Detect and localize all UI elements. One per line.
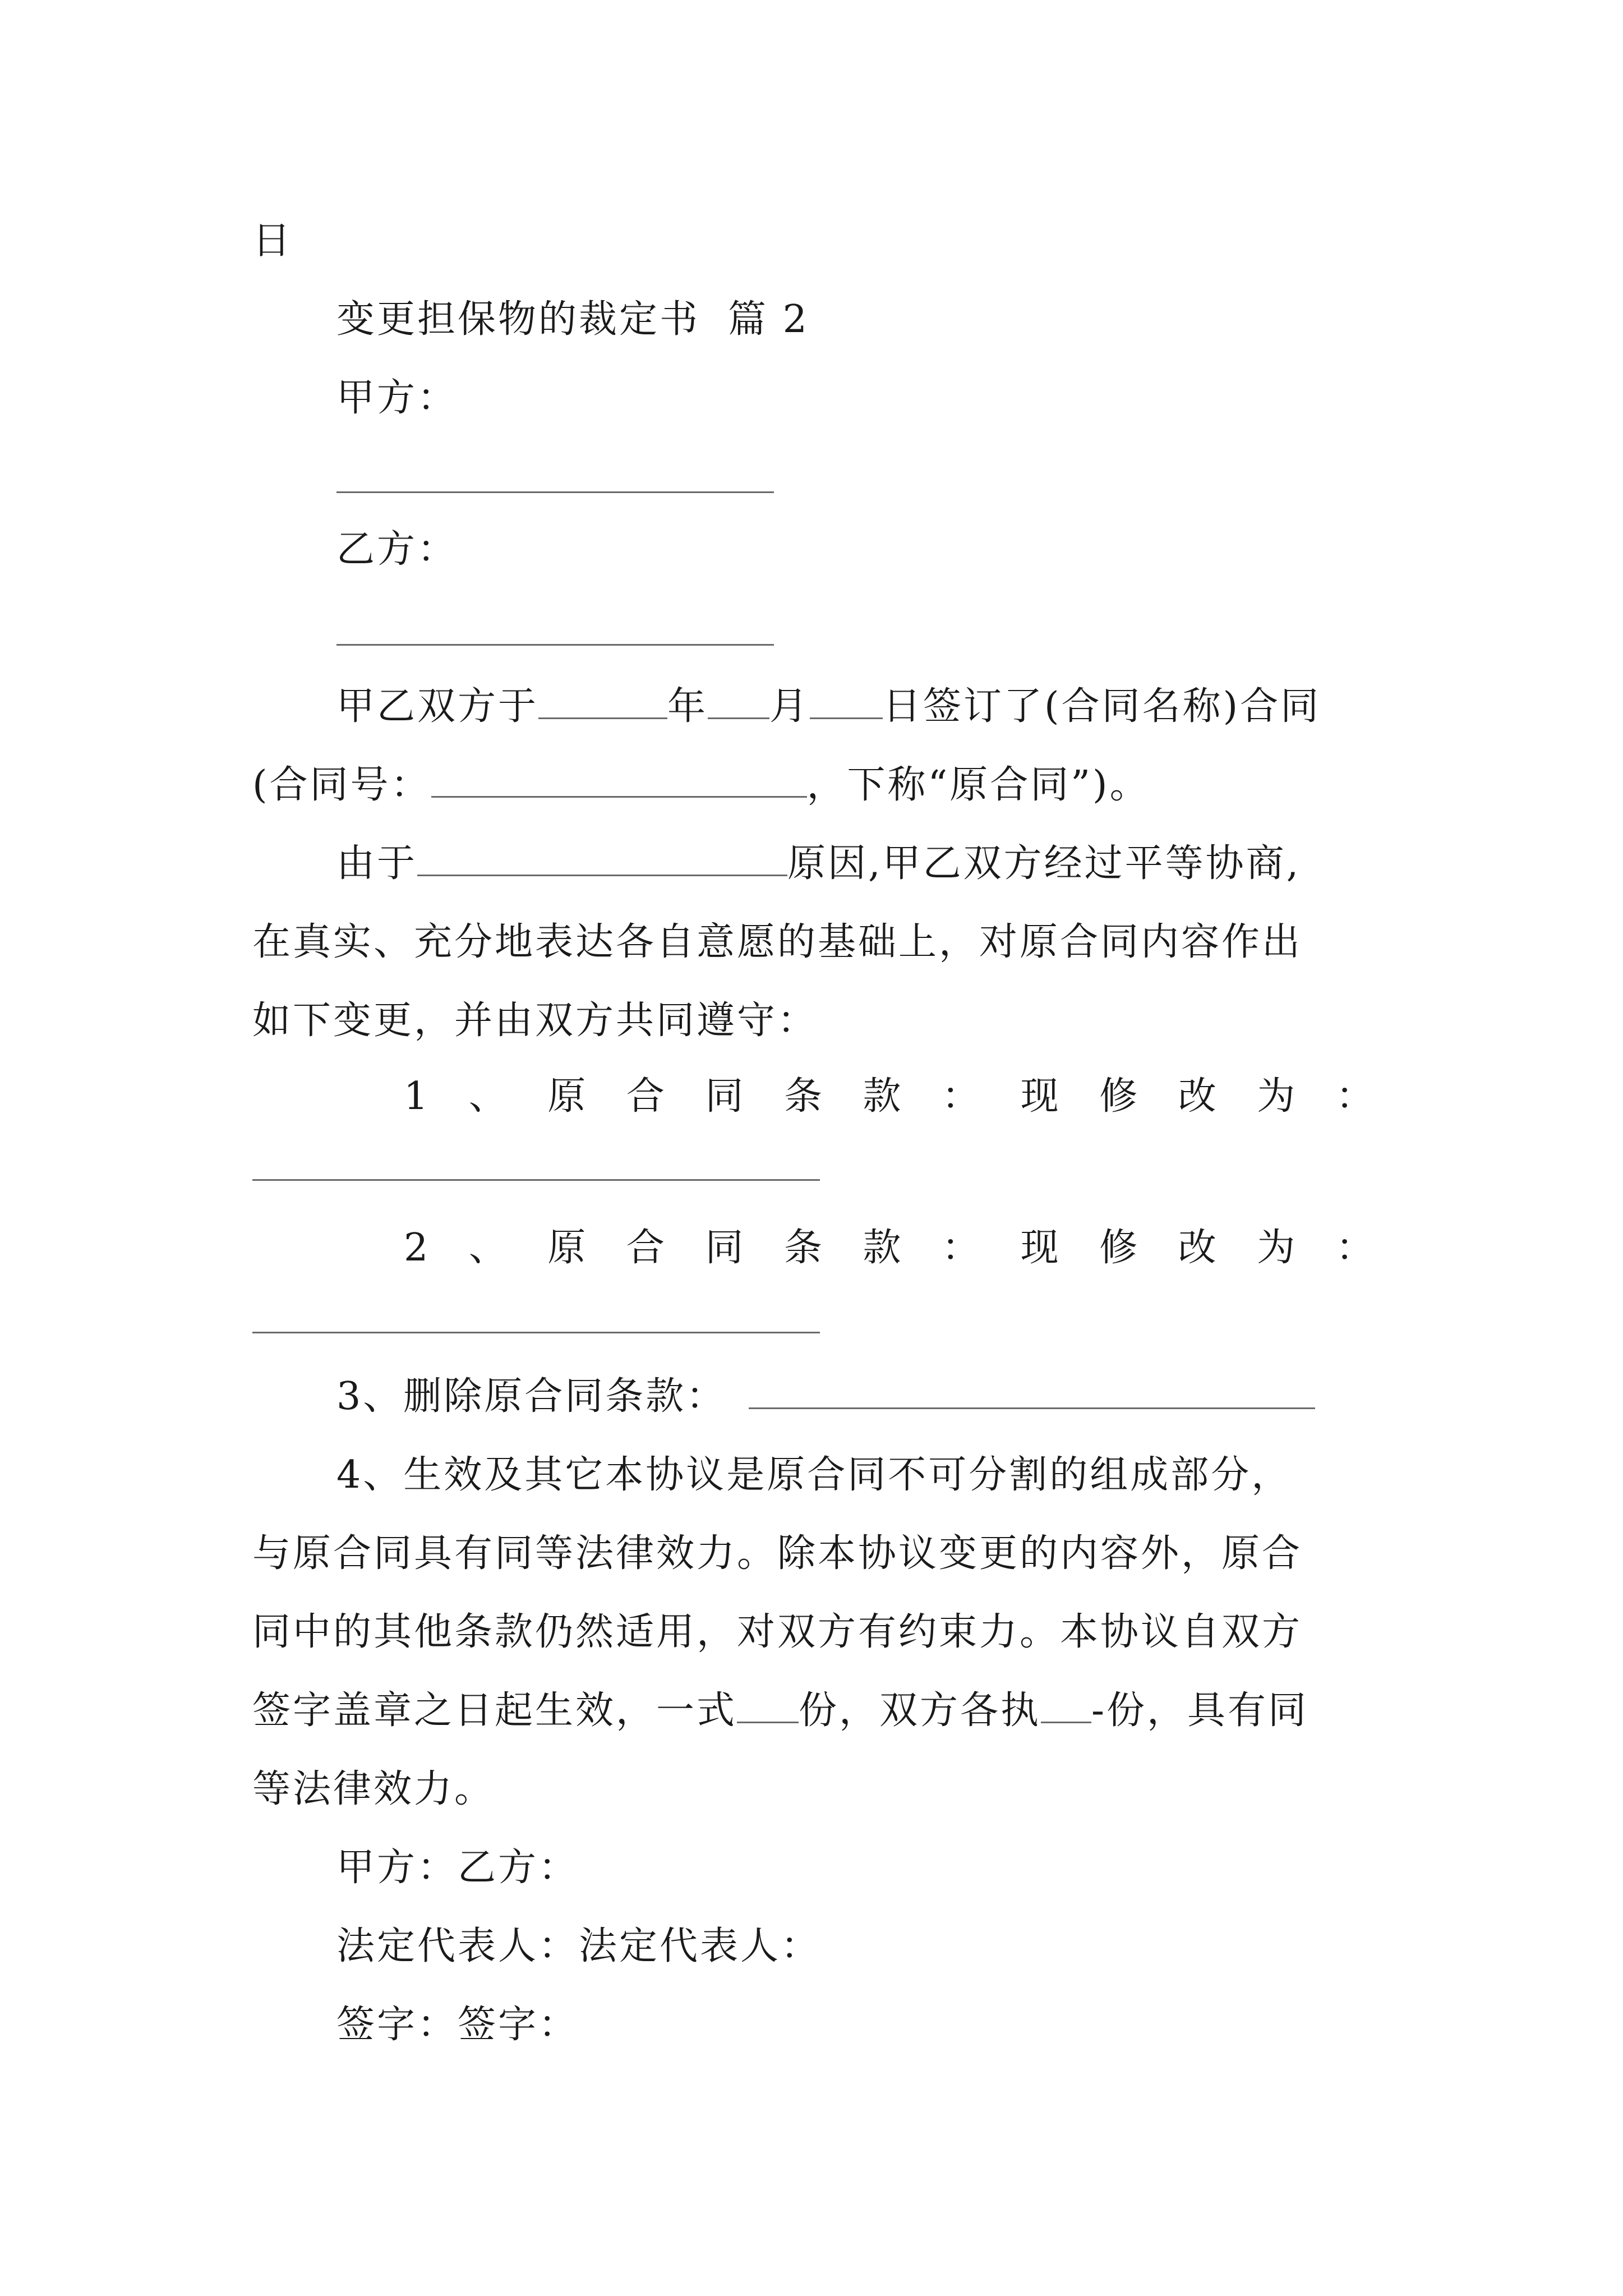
clause-3-line	[336, 1369, 1315, 1425]
party-a-blank	[336, 491, 774, 493]
clause-4-line-1: 4、生效及其它本协议是原合同不可分割的组成部分，	[336, 1453, 1292, 1497]
document-title	[336, 292, 809, 348]
clause-1-char: 同	[705, 1074, 744, 1119]
clause-1-char: 为	[1257, 1074, 1295, 1119]
clause-1-char: ：	[1335, 1074, 1374, 1119]
copies-each-blank	[1041, 1688, 1091, 1723]
contract-no-blank	[431, 762, 807, 798]
signing-day-text: 日签订了(合同名称)合同	[883, 684, 1321, 729]
clause-2-blank	[252, 1332, 820, 1333]
reason-line-3: 如下变更，并由双方共同遵守：	[252, 999, 818, 1043]
date-fragment: 日	[252, 219, 293, 263]
clause-1-char: 款	[863, 1074, 901, 1119]
clause-2-char: 同	[705, 1226, 744, 1270]
day-blank	[810, 684, 883, 719]
clause-2-line	[404, 1220, 1374, 1276]
clause-2-char: ：	[1335, 1226, 1374, 1270]
contract-no-suffix: ，下称“原合同”)。	[806, 763, 1150, 807]
clause-1-char: 、	[468, 1074, 507, 1119]
clause-1-blank	[252, 1179, 820, 1181]
clause-1-char: 原	[547, 1074, 586, 1119]
reason-line	[336, 836, 1301, 892]
clause-2-char: 条	[783, 1226, 822, 1270]
year-blank	[538, 684, 667, 719]
signing-year: 年	[667, 684, 708, 729]
copies-prefix: 签字盖章之日起生效，一式	[252, 1688, 737, 1733]
party-b-blank	[336, 644, 774, 646]
party-a-label: 甲方：	[336, 376, 458, 420]
signing-date-line	[336, 679, 1321, 735]
clause-4-line-3: 同中的其他条款仍然适用，对双方有约束力。本协议自双方	[252, 1610, 1303, 1654]
clause-2-char: 原	[547, 1226, 586, 1270]
clause-1-char: ：	[942, 1074, 980, 1119]
clause-2-char: 修	[1099, 1226, 1138, 1270]
clause-2-char: 2	[404, 1226, 428, 1270]
reason-blank	[417, 841, 787, 876]
reason-suffix: 原因,甲乙双方经过平等协商,	[787, 841, 1301, 886]
signing-prefix: 甲乙双方于	[336, 684, 539, 729]
clause-3-blank	[749, 1374, 1315, 1409]
clause-1-char: 合	[626, 1074, 665, 1119]
clause-1-char: 1	[404, 1074, 428, 1119]
title-text: 变更担保物的裁定书	[336, 297, 700, 342]
clause-2-char: 款	[863, 1226, 901, 1270]
clause-2-char: 改	[1178, 1226, 1216, 1270]
contract-no-prefix: (合同号：	[252, 763, 431, 807]
clause-4-line-5: 等法律效力。	[252, 1767, 495, 1811]
clause-4-line-2: 与原合同具有同等法律效力。除本协议变更的内容外，原合	[252, 1531, 1303, 1576]
clause-2-char: 现	[1020, 1226, 1059, 1270]
title-suffix: 篇 2	[728, 297, 809, 342]
clause-3-label: 3、删除原合同条款：	[336, 1374, 727, 1419]
copies-mid: 份，双方各执	[799, 1688, 1041, 1733]
copies-suffix: -份，具有同	[1091, 1688, 1309, 1733]
signature-representatives: 法定代表人：法定代表人：	[336, 1924, 822, 1968]
copies-total-blank	[737, 1688, 799, 1723]
clause-4-line-4	[252, 1683, 1308, 1739]
clause-1-char: 修	[1099, 1074, 1138, 1119]
signing-month: 月	[769, 684, 810, 729]
party-b-label: 乙方：	[336, 527, 458, 572]
clause-1-char: 现	[1020, 1074, 1059, 1119]
clause-2-char: 为	[1257, 1226, 1295, 1270]
clause-1-char: 改	[1178, 1074, 1216, 1119]
clause-2-char: ：	[942, 1226, 980, 1270]
clause-1-line	[404, 1069, 1374, 1125]
reason-line-2: 在真实、充分地表达各自意愿的基础上，对原合同内容作出	[252, 920, 1303, 964]
signature-parties: 甲方：乙方：	[336, 1846, 579, 1890]
clause-2-char: 合	[626, 1226, 665, 1270]
signature-names: 签字：签字：	[336, 2003, 579, 2047]
contract-number-line	[252, 757, 1150, 813]
clause-2-char: 、	[468, 1226, 507, 1270]
month-blank	[708, 684, 769, 719]
reason-prefix: 由于	[336, 841, 418, 886]
clause-1-char: 条	[783, 1074, 822, 1119]
